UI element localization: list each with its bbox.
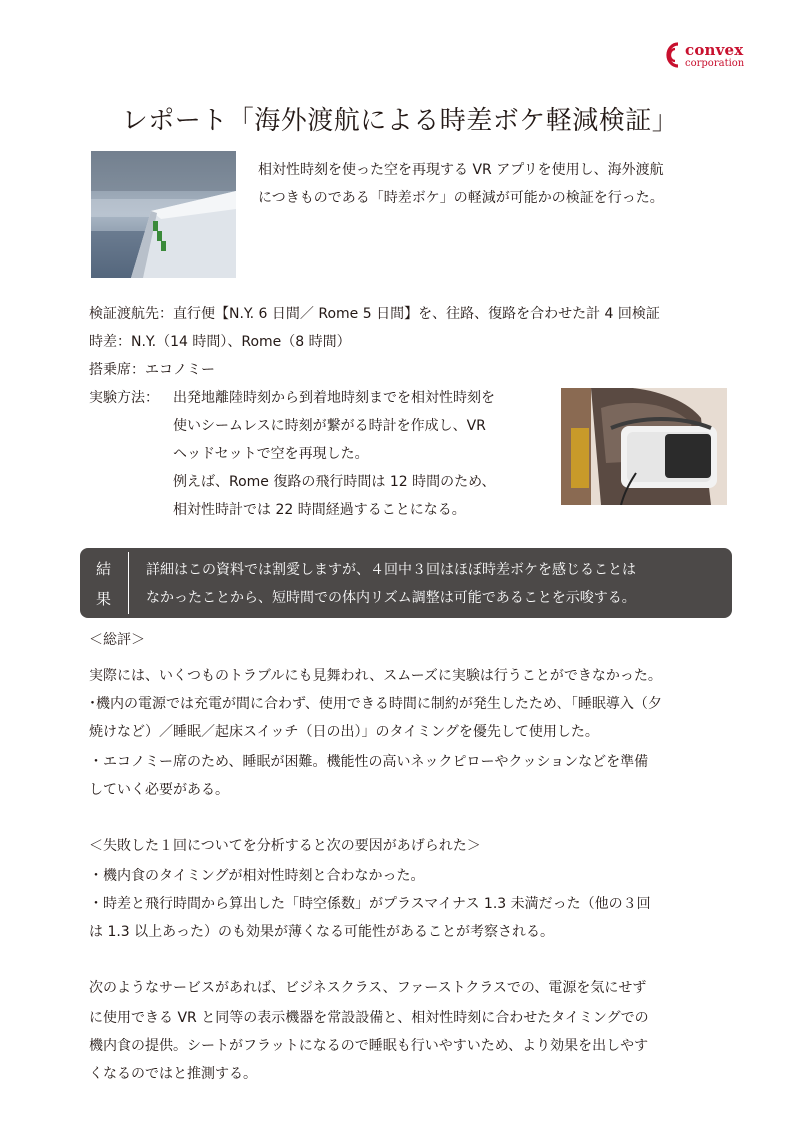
result-line: 詳細はこの資料では割愛しますが、４回中３回はほぼ時差ボケを感じることは — [146, 562, 636, 578]
review-heading: ＜総評＞ — [89, 632, 145, 648]
page-title: レポート「海外渡航による時差ボケ軽減検証」 — [121, 106, 679, 136]
result-line: なかったことから、短時間での体内リズム調整は可能であることを示唆する。 — [146, 590, 636, 606]
result-box — [80, 548, 732, 618]
destination-text: 検証渡航先：直行便【N.Y. 6 日間／ Rome 5 日間】を、往路、復路を合わせた計 4 回検証 — [89, 306, 660, 322]
method-line: 相対性時計では 22 時間経過することになる。 — [173, 502, 466, 518]
result-label — [80, 548, 128, 618]
method-line: ヘッドセットで空を再現した。 — [173, 446, 369, 462]
intro-line: につきものである「時差ボケ」の軽減が可能かの検証を行った。 — [258, 190, 664, 206]
method-label: 実験方法： — [89, 390, 159, 406]
review-line: 焼けなど）／睡眠／起床スイッチ（日の出）」のタイミングを優先して使用した。 — [89, 724, 599, 740]
result-label-char: 結 — [96, 560, 112, 578]
failure-line: は 1.3 以上あった）のも効果が薄くなる可能性があることが考察される。 — [89, 924, 555, 940]
conclusion-line: に使用できる VR と同等の表示機器を常設設備と、相対性時刻に合わせたタイミングでの — [89, 1010, 649, 1026]
result-text — [146, 556, 636, 612]
result-divider — [128, 552, 129, 614]
conclusion-line: 次のようなサービスがあれば、ビジネスクラス、ファーストクラスでの、電源を気にせず — [89, 980, 647, 996]
time-difference-text: 時差：N.Y.（14 時間）、Rome（8 時間） — [89, 334, 351, 350]
method-line: 例えば、Rome 復路の飛行時間は 12 時間のため、 — [173, 474, 496, 490]
company-logo — [664, 40, 764, 76]
review-line: 実際には、いくつものトラブルにも見舞われ、スムーズに実験は行うことができなかった。 — [89, 668, 662, 684]
method-line: 使いシームレスに時刻が繋がる時計を作成し、VR — [173, 418, 486, 434]
vr-headset-photo — [561, 388, 727, 505]
conclusion-line: くなるのではと推測する。 — [89, 1066, 257, 1082]
logo-subtext: corporation — [685, 58, 745, 69]
failure-heading: ＜失敗した１回についてを分析すると次の要因があげられた＞ — [89, 838, 481, 854]
method-line: 出発地離陸時刻から到着地時刻までを相対性時刻を — [173, 390, 495, 406]
failure-line: ・機内食のタイミングが相対性時刻と合わなかった。 — [89, 868, 425, 884]
seat-text: 搭乗席：エコノミー — [89, 362, 215, 378]
review-line: ･機内の電源では充電が間に合わず、使用できる時間に制約が発生したため､「睡眠導入（夕 — [89, 696, 662, 712]
conclusion-line: 機内食の提供。シートがフラットになるので睡眠も行いやすいため、より効果を出しやす — [89, 1038, 649, 1054]
intro-paragraph — [258, 156, 664, 212]
logo-wordmark: convex — [685, 41, 744, 59]
logo-mark-icon — [664, 40, 682, 70]
result-label-char: 果 — [96, 590, 112, 608]
intro-line: 相対性時刻を使った空を再現する VR アプリを使用し、海外渡航 — [258, 162, 664, 178]
failure-line: ・時差と飛行時間から算出した「時空係数」がプラスマイナス 1.3 未満だった（他の３回 — [89, 896, 651, 912]
review-line: していく必要がある。 — [89, 782, 229, 798]
review-line: ・エコノミー席のため、睡眠が困難。機能性の高いネックピローやクッションなどを準備 — [89, 754, 649, 770]
airplane-wing-photo — [91, 151, 236, 278]
